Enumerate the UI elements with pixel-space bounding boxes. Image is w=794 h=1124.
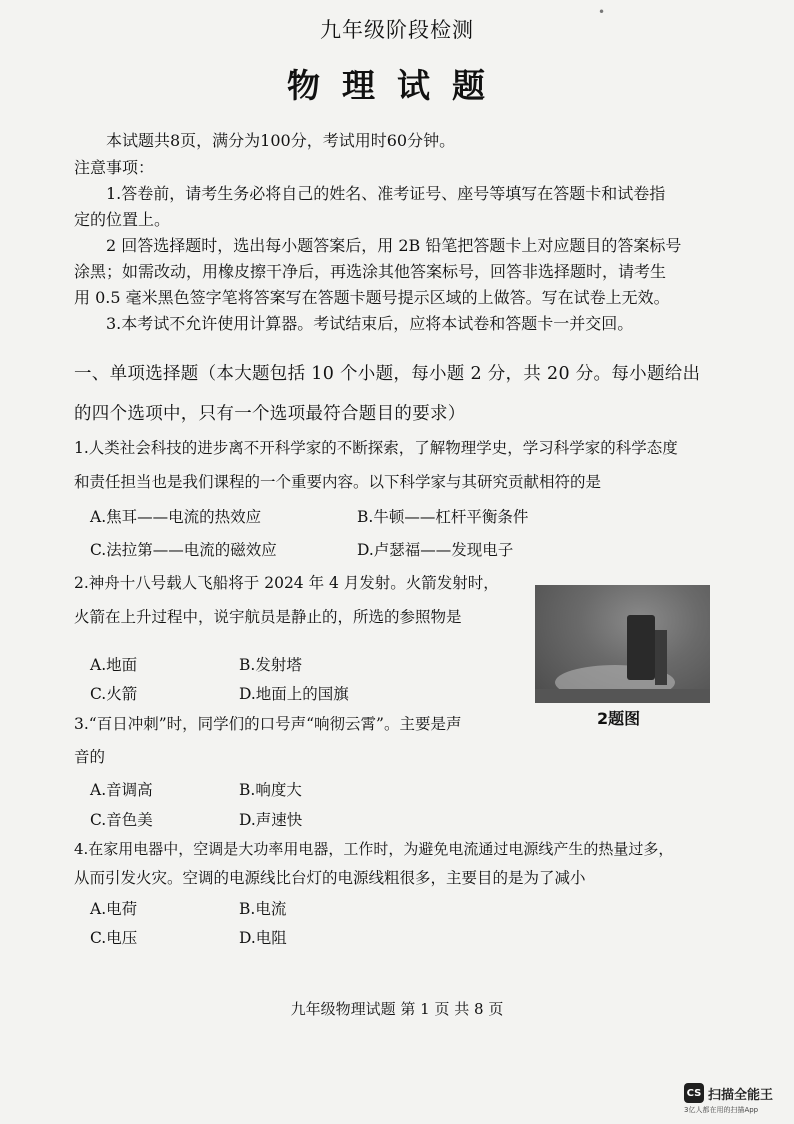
scanner-watermark	[684, 1083, 773, 1103]
q4-option-c: C.电压	[90, 929, 138, 947]
ground-strip	[535, 689, 710, 703]
notice-2c: 用 0.5 毫米黑色签字笔将答案写在答题卡题号提示区域的上做答。写在试卷上无效。	[74, 288, 670, 307]
q3-stem-a: 3.“百日冲刺”时，同学们的口号声“响彻云霄”。主要是声	[74, 715, 462, 733]
q4-option-d: D.电阻	[239, 929, 287, 947]
figure-caption: 2题图	[597, 709, 641, 728]
launch-tower-shape	[655, 630, 667, 685]
q2-option-a: A.地面	[90, 656, 138, 674]
q2-option-b: B.发射塔	[239, 656, 302, 674]
q4-option-a: A.电荷	[90, 900, 138, 918]
exam-title: 物理试题	[287, 66, 507, 105]
q2-stem-a: 2.神舟十八号载人飞船将于 2024 年 4 月发射。火箭发射时，	[74, 574, 499, 592]
q3-option-c: C.音色美	[90, 811, 153, 829]
q1-stem-b: 和责任担当也是我们课程的一个重要内容。以下科学家与其研究贡献相符的是	[74, 473, 602, 491]
q2-option-d: D.地面上的国旗	[239, 685, 349, 703]
page-footer: 九年级物理试题 第 1 页 共 8 页	[290, 1000, 504, 1018]
exam-subtitle: 九年级阶段检测	[320, 18, 474, 42]
q4-stem-b: 从而引发火灾。空调的电源线比台灯的电源线粗很多，主要目的是为了减小	[74, 869, 586, 887]
q2-option-c: C.火箭	[90, 685, 138, 703]
section-heading-1: 一、单项选择题（本大题包括 10 个小题，每小题 2 分，共 20 分。每小题给出	[74, 364, 701, 384]
rocket-shape	[627, 615, 655, 680]
q4-stem-a: 4.在家用电器中，空调是大功率用电器，工作时，为避免电流通过电源线产生的热量过多，	[74, 840, 674, 858]
intro-line: 本试题共8页，满分为100分，考试用时60分钟。	[106, 131, 456, 150]
notice-3: 3.本考试不允许使用计算器。考试结束后，应将本试卷和答题卡一并交回。	[106, 314, 634, 333]
rocket-launch-photo	[535, 585, 710, 703]
watermark-name: 扫描全能王	[708, 1087, 774, 1103]
notice-1a: 1.答卷前，请考生务必将自己的姓名、准考证号、座号等填写在答题卡和试卷指	[106, 184, 666, 203]
notice-1b: 定的位置上。	[74, 210, 171, 229]
q1-option-c: C.法拉第——电流的磁效应	[90, 541, 277, 559]
q3-option-a: A.音调高	[90, 781, 153, 799]
q3-option-d: D.声速快	[239, 811, 303, 829]
q1-stem-a: 1.人类社会科技的进步离不开科学家的不断探索，了解物理学史，学习科学家的科学态度	[74, 439, 678, 457]
camscanner-logo-icon: CS	[684, 1083, 704, 1103]
notice-2b: 涂黑；如需改动，用橡皮擦干净后，再选涂其他答案标号，回答非选择题时，请考生	[74, 262, 667, 281]
q3-option-b: B.响度大	[239, 781, 302, 799]
notice-heading: 注意事项：	[74, 158, 155, 177]
q1-option-d: D.卢瑟福——发现电子	[357, 541, 514, 559]
watermark-subtext: 3亿人都在用的扫描App	[684, 1106, 759, 1114]
q3-stem-b: 音的	[74, 748, 106, 766]
q2-stem-b: 火箭在上升过程中，说宇航员是静止的，所选的参照物是	[74, 608, 462, 626]
section-heading-2: 的四个选项中，只有一个选项最符合题目的要求）	[74, 404, 466, 424]
q1-option-b: B.牛顿——杠杆平衡条件	[357, 508, 529, 526]
corner-mark: •	[598, 5, 606, 19]
notice-2a: 2 回答选择题时，选出每小题答案后，用 2B 铅笔把答题卡上对应题目的答案标号	[106, 236, 682, 255]
q1-option-a: A.焦耳——电流的热效应	[90, 508, 262, 526]
q4-option-b: B.电流	[239, 900, 287, 918]
